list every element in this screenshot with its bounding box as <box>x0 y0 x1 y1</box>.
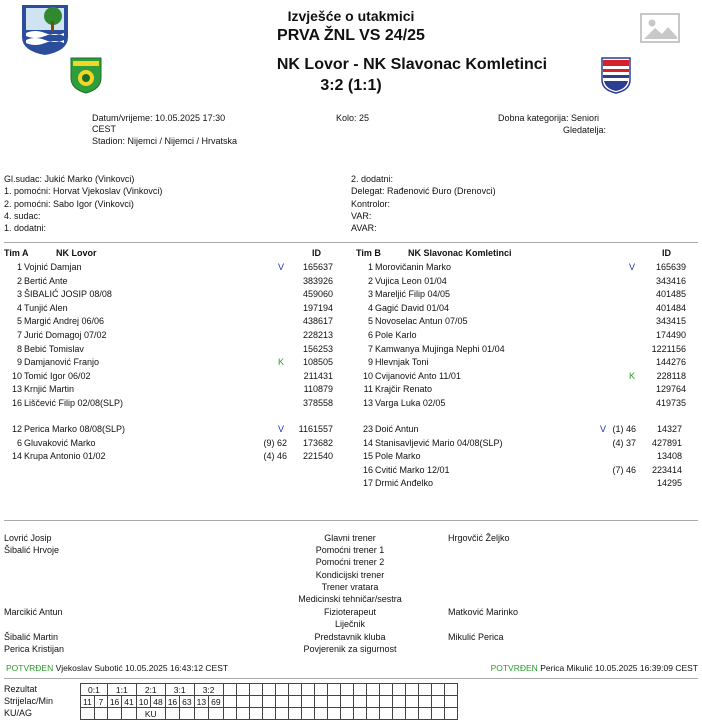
confirm-left-status: POTVRĐEN <box>6 663 54 673</box>
officials-left <box>4 173 162 234</box>
staff-role: Pomoćni trener 2 <box>315 557 385 567</box>
player-number: 7 <box>16 330 22 340</box>
staff-role: Pomoćni trener 1 <box>315 545 385 555</box>
score-empty-cell <box>327 684 340 696</box>
player-id: 427891 <box>651 437 682 448</box>
player-name: Kamwanya Mujinga Nephi 01/04 <box>375 343 505 354</box>
player-name: Bebić Tomislav <box>24 343 84 354</box>
player-number: 10 <box>362 370 373 381</box>
player-name: Margić Andrej 06/06 <box>24 316 105 327</box>
substitution-info: (1) 46 <box>612 424 636 434</box>
score-row-label-result: Rezultat <box>4 684 38 694</box>
score-empty-cell <box>392 708 405 720</box>
score-scorer-cell: 69 <box>209 696 223 708</box>
player-number: 13 <box>11 384 22 395</box>
score-empty-cell <box>314 708 327 720</box>
score-result-cell: 3:1 <box>165 684 194 696</box>
staff-team-a: Marcikić Antun <box>4 607 63 617</box>
player-number: 6 <box>16 437 22 448</box>
score-empty-cell <box>314 684 327 696</box>
player-number: 4 <box>367 302 373 313</box>
player-name: Krnjić Martin <box>24 384 75 395</box>
timezone: CEST <box>92 124 117 134</box>
player-name: Krajčir Renato <box>375 384 433 395</box>
confirm-left-text: Vjekoslav Subotić 10.05.2025 16:43:12 CEST <box>55 663 229 673</box>
score-empty-cell <box>340 684 353 696</box>
player-id: 129764 <box>655 384 686 395</box>
player-name: Gagić David 01/04 <box>375 302 450 313</box>
player-name: Doić Antun <box>375 424 419 434</box>
player-name: Damjanović Franjo <box>24 357 100 368</box>
score-empty-cell <box>366 696 379 708</box>
player-number: 14 <box>11 451 22 462</box>
official-left: 4. sudac: <box>4 210 41 221</box>
score-empty-cell <box>275 684 288 696</box>
player-id: 14327 <box>656 424 682 434</box>
player-name: ŠIBALIĆ JOSIP 08/08 <box>24 289 112 300</box>
staff-role: Povjerenik za sigurnost <box>303 644 397 654</box>
score-result-cell: 2:1 <box>136 684 165 696</box>
player-id: 343416 <box>655 275 686 286</box>
official-left: Gl.sudac: Jukić Marko (Vinkovci) <box>4 174 135 184</box>
score-scorer-cell: 10 <box>136 696 150 708</box>
score-empty-cell <box>379 708 392 720</box>
player-number: 2 <box>367 275 373 286</box>
team-b-label: Tim B <box>356 248 381 258</box>
score-empty-cell <box>405 684 418 696</box>
score-empty-cell <box>366 684 379 696</box>
score-empty-cell <box>236 708 249 720</box>
player-name: Vujica Leon 01/04 <box>375 275 447 286</box>
staff-team-a: Šibalić Martin <box>4 632 59 642</box>
player-number: 3 <box>367 289 373 300</box>
score-empty-cell <box>275 708 288 720</box>
player-name: Tomić Igor 06/02 <box>24 370 91 381</box>
score-empty-cell <box>262 708 275 720</box>
score-empty-cell <box>236 696 249 708</box>
player-number: 16 <box>11 398 22 408</box>
goalkeeper-mark: V <box>278 262 285 272</box>
scoreboard-table <box>80 683 458 720</box>
staff-team-b: Matković Marinko <box>448 607 519 617</box>
player-number: 13 <box>362 398 373 408</box>
player-id: 174490 <box>655 330 686 340</box>
score-result-cell: 0:1 <box>81 684 108 696</box>
score-empty-cell <box>249 696 262 708</box>
score-empty-cell <box>275 696 288 708</box>
player-name: Jurić Domagoj 07/02 <box>24 330 107 340</box>
match-datetime: Datum/vrijeme: 10.05.2025 17:30 <box>92 113 226 123</box>
player-name: Pole Karlo <box>375 330 417 340</box>
confirm-left <box>6 663 228 673</box>
player-id: 438617 <box>302 316 333 327</box>
score-empty-cell <box>194 708 208 720</box>
player-id: 13408 <box>656 451 682 462</box>
score-empty-cell <box>418 696 431 708</box>
score-empty-cell <box>301 708 314 720</box>
player-number: 5 <box>367 316 373 327</box>
score-empty-cell <box>223 684 236 696</box>
staff-role: Fizioterapeut <box>323 607 377 617</box>
staff-team-b: Hrgovčić Željko <box>448 533 510 543</box>
confirm-right-text: Perica Mikulić 10.05.2025 16:39:09 CEST <box>540 663 698 673</box>
team-a-id-header: ID <box>312 248 321 258</box>
score-empty-cell <box>107 708 121 720</box>
score-scorer-cell: 63 <box>180 696 194 708</box>
goalkeeper-mark: V <box>278 424 285 434</box>
player-id: 197194 <box>302 302 333 313</box>
official-left: 1. pomoćni: Horvat Vjekoslav (Vinkovci) <box>4 186 163 197</box>
player-name: Cvitić Marko 12/01 <box>375 464 450 475</box>
player-id: 165639 <box>655 262 686 272</box>
player-number: 14 <box>362 437 373 448</box>
staff-role: Medicinski tehničar/sestra <box>298 594 402 604</box>
staff-role: Trener vratara <box>321 582 379 592</box>
player-name: Vojnić Damjan <box>24 262 82 272</box>
score-empty-cell <box>223 696 236 708</box>
player-id: 383926 <box>302 275 333 286</box>
player-id: 221540 <box>302 451 333 462</box>
substitution-info: (4) 37 <box>612 437 636 448</box>
player-number: 4 <box>16 302 22 313</box>
official-right: AVAR: <box>351 223 377 234</box>
player-number: 7 <box>367 343 373 354</box>
player-id: 401484 <box>655 302 686 313</box>
spectators: Gledatelja: <box>563 125 607 135</box>
goalkeeper-mark: V <box>600 424 607 434</box>
confirm-right <box>491 663 698 673</box>
score-empty-cell <box>444 696 457 708</box>
player-name: Liščević Filip 02/08(SLP) <box>24 398 124 408</box>
score-empty-cell <box>431 708 444 720</box>
player-id: 165637 <box>302 262 333 272</box>
score-empty-cell <box>236 684 249 696</box>
score-empty-cell <box>353 696 366 708</box>
player-number: 5 <box>16 316 22 327</box>
player-number: 23 <box>362 424 373 434</box>
score-empty-cell <box>353 708 366 720</box>
score-empty-cell <box>327 708 340 720</box>
captain-mark: K <box>629 370 636 381</box>
player-name: Cvijanović Anto 11/01 <box>375 370 461 381</box>
score-empty-cell <box>340 696 353 708</box>
score-empty-cell <box>340 708 353 720</box>
score-empty-cell <box>392 684 405 696</box>
player-id: 228213 <box>302 330 333 340</box>
score-empty-cell <box>366 708 379 720</box>
player-number: 9 <box>367 357 373 368</box>
team-a-label: Tim A <box>4 248 29 258</box>
player-id: 173682 <box>302 437 333 448</box>
player-name: Varga Luka 02/05 <box>375 398 446 408</box>
player-id: 223414 <box>651 464 682 475</box>
player-name: Drmić Anđelko <box>375 478 434 489</box>
staff-role: Kondicijski trener <box>315 570 385 580</box>
official-left: 2. pomoćni: Sabo Igor (Vinkovci) <box>4 198 134 209</box>
player-id: 1161557 <box>298 424 333 434</box>
player-name: Perica Marko 08/08(SLP) <box>24 424 126 434</box>
goalkeeper-mark: V <box>629 262 636 272</box>
score-empty-cell <box>418 708 431 720</box>
team-b-id-header: ID <box>662 248 671 258</box>
match-score: 3:2 (1:1) <box>320 77 382 94</box>
score-empty-cell <box>301 684 314 696</box>
player-id: 459060 <box>302 289 333 300</box>
score-empty-cell <box>431 684 444 696</box>
team-a-name: NK Lovor <box>56 248 97 258</box>
score-empty-cell <box>262 696 275 708</box>
player-number: 3 <box>16 289 22 300</box>
player-id: 144276 <box>655 357 686 368</box>
player-id: 108505 <box>302 357 333 368</box>
score-scorer-cell: 48 <box>151 696 165 708</box>
player-number: 10 <box>11 370 22 381</box>
player-number: 1 <box>367 262 373 272</box>
score-result-cell: 1:1 <box>107 684 136 696</box>
score-empty-cell <box>209 708 223 720</box>
player-name: Morovičanin Marko <box>375 262 452 272</box>
score-scorer-cell: 41 <box>122 696 136 708</box>
player-id: 419735 <box>655 398 686 408</box>
official-right: Kontrolor: <box>351 198 391 209</box>
score-empty-cell <box>249 684 262 696</box>
player-number: 17 <box>362 478 373 489</box>
player-id: 211431 <box>303 370 333 381</box>
player-name: Bertić Ante <box>24 275 68 286</box>
player-number: 12 <box>11 424 22 434</box>
score-result-cell: 3:2 <box>194 684 223 696</box>
score-empty-cell <box>353 684 366 696</box>
player-name: Mareljić Filip 04/05 <box>375 289 451 300</box>
player-name: Pole Marko <box>375 451 421 462</box>
player-name: Tunjić Alen <box>24 302 68 313</box>
official-right: 2. dodatni: <box>351 174 394 184</box>
match-title: NK Lovor - NK Slavonac Komletinci <box>276 56 548 73</box>
score-empty-cell <box>122 708 136 720</box>
staff-team-b: Mikulić Perica <box>448 632 504 642</box>
score-empty-cell <box>314 696 327 708</box>
player-id: 1221156 <box>651 343 686 354</box>
stadium: Stadion: Nijemci / Nijemci / Hrvatska <box>92 136 238 146</box>
staff-role: Predstavnik kluba <box>314 632 386 642</box>
team-b-name: NK Slavonac Komletinci <box>408 248 512 258</box>
age-category: Dobna kategorija: Seniori <box>498 113 600 123</box>
player-number: 11 <box>363 384 373 395</box>
score-empty-cell <box>94 708 107 720</box>
score-empty-cell <box>418 684 431 696</box>
score-empty-cell <box>262 684 275 696</box>
score-scorer-cell: 16 <box>165 696 179 708</box>
score-empty-cell <box>405 696 418 708</box>
player-name: Stanisavljević Mario 04/08(SLP) <box>375 437 503 448</box>
score-scorer-cell: 13 <box>194 696 208 708</box>
player-number: 15 <box>362 451 373 462</box>
ku-cell: KU <box>136 708 165 720</box>
player-number: 1 <box>16 262 22 272</box>
score-scorer-cell: 16 <box>107 696 121 708</box>
score-empty-cell <box>249 708 262 720</box>
score-scorer-cell: 11 <box>81 696 95 708</box>
player-number: 2 <box>16 275 22 286</box>
score-empty-cell <box>180 708 194 720</box>
round: Kolo: 25 <box>336 113 370 123</box>
score-empty-cell <box>288 708 301 720</box>
score-empty-cell <box>379 696 392 708</box>
score-empty-cell <box>444 708 457 720</box>
score-empty-cell <box>405 708 418 720</box>
score-empty-cell <box>301 696 314 708</box>
confirm-right-status: POTVRĐEN <box>490 663 538 673</box>
player-name: Novoselac Antun 07/05 <box>375 316 468 327</box>
official-left: 1. dodatni: <box>4 223 47 234</box>
staff-role: Glavni trener <box>324 533 376 543</box>
score-empty-cell <box>288 696 301 708</box>
score-empty-cell <box>288 684 301 696</box>
substitution-info: (9) 62 <box>263 437 287 448</box>
officials-right <box>351 173 496 234</box>
player-id: 401485 <box>655 289 686 300</box>
player-number: 6 <box>367 330 373 340</box>
player-id: 378558 <box>302 398 333 408</box>
captain-mark: K <box>278 357 285 368</box>
score-scorer-cell: 7 <box>94 696 107 708</box>
score-empty-cell <box>165 708 179 720</box>
score-empty-cell <box>379 684 392 696</box>
player-name: Krupa Antonio 01/02 <box>24 451 106 462</box>
score-empty-cell <box>223 708 236 720</box>
player-id: 110879 <box>303 384 333 395</box>
player-number: 8 <box>16 343 22 354</box>
score-row-label-ku: KU/AG <box>4 708 33 718</box>
player-number: 9 <box>16 357 22 368</box>
staff-role: Liječnik <box>334 619 365 629</box>
score-empty-cell <box>431 696 444 708</box>
player-id: 343415 <box>655 316 686 327</box>
score-row-label-scorer: Strijelac/Min <box>4 696 54 706</box>
staff-team-a: Šibalić Hrvoje <box>4 545 60 555</box>
player-number: 16 <box>362 464 373 475</box>
official-right: VAR: <box>351 210 372 221</box>
player-id: 14295 <box>656 478 682 489</box>
player-id: 228118 <box>656 370 686 381</box>
score-empty-cell <box>81 708 95 720</box>
staff-team-a: Lovrić Josip <box>4 533 52 543</box>
staff-team-a: Perica Kristijan <box>4 644 65 654</box>
official-right: Delegat: Rađenović Đuro (Drenovci) <box>351 186 496 197</box>
player-name: Gluvaković Marko <box>24 437 96 448</box>
player-id: 156253 <box>302 343 333 354</box>
player-name: Hlevnjak Toni <box>375 357 429 368</box>
substitution-info: (7) 46 <box>612 464 636 475</box>
score-empty-cell <box>327 696 340 708</box>
substitution-info: (4) 46 <box>263 451 287 462</box>
score-empty-cell <box>444 684 457 696</box>
score-empty-cell <box>392 696 405 708</box>
report-title: Izvješće o utakmici <box>287 8 415 24</box>
league-title: PRVA ŽNL VS 24/25 <box>277 27 425 44</box>
